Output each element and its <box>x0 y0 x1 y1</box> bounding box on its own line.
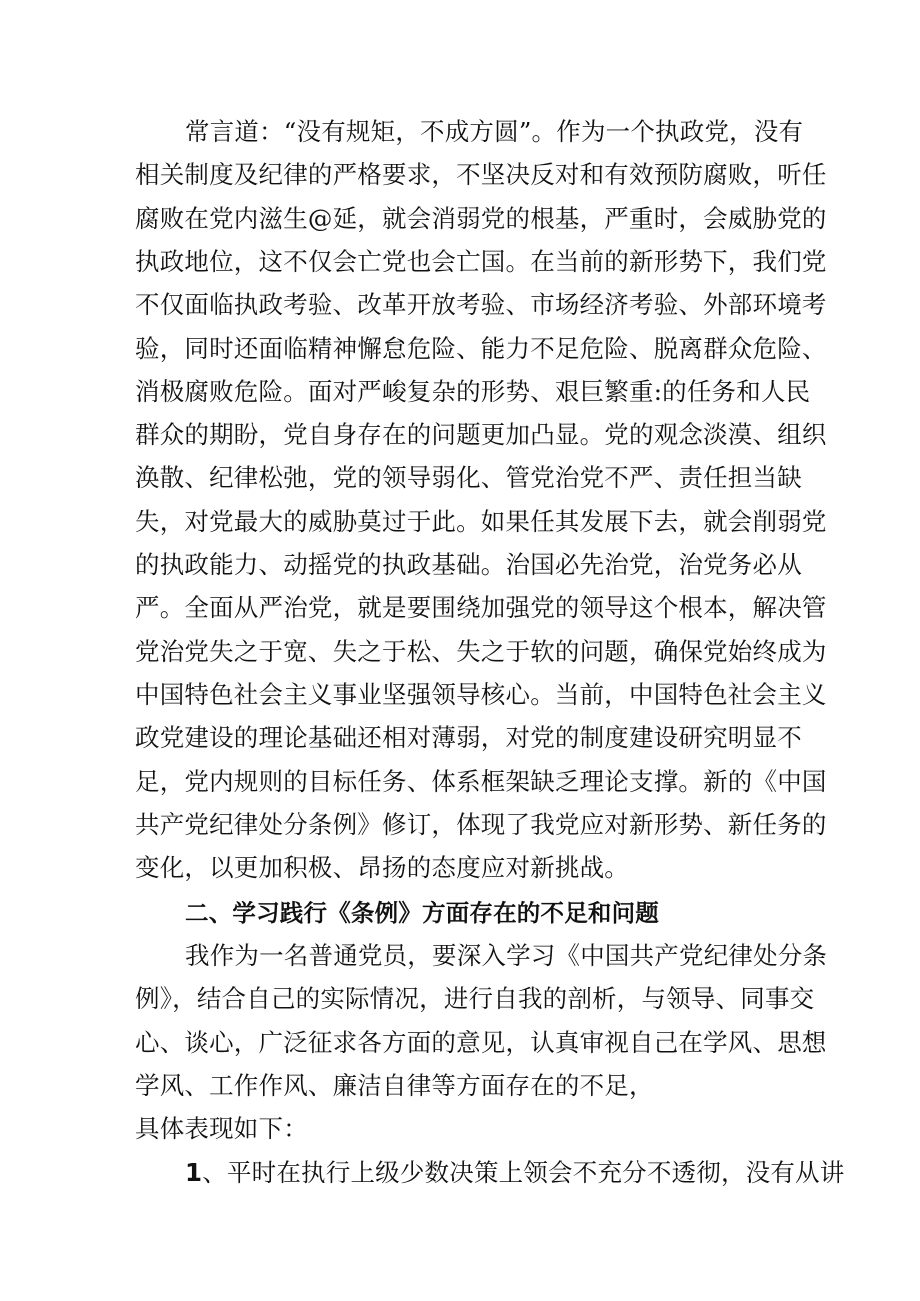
text-line: 政党建设的理论基础还相对薄弱，对党的制度建设研究明显不 <box>135 723 802 753</box>
text-line: 消极腐败危险。面对严峻复杂的形势、艰巨繁重:的任务和人民 <box>135 376 811 406</box>
text-line: 群众的期盼，党自身存在的问题更加凸显。党的观念淡漠、组织 <box>135 420 827 450</box>
text-line: 例》，结合自己的实际情况，进行自我的剖析，与领导、同事交 <box>135 984 815 1014</box>
text-line: 心、谈心，广泛征求各方面的意见，认真审视自己在学风、思想 <box>135 1027 827 1057</box>
text-line: 足，党内规则的目标任务、体系框架缺乏理论支撑。新的《中国 <box>135 766 827 796</box>
text-line: 变化，以更加积极、昂扬的态度应对新挑战。 <box>135 853 629 883</box>
text-line: 相关制度及纪律的严格要求，不坚决反对和有效预防腐败，听任 <box>135 160 827 190</box>
paragraph-3: 具体表现如下： <box>135 1114 308 1143</box>
text-line: 的执政能力、动摇党的执政基础。治国必先治党，治党务必从 <box>135 550 802 579</box>
text-line: 常言道：“没有规矩，不成方圆”。作为一个执政党，没有 <box>185 117 804 146</box>
text-line: 我作为一名普通党员，要深入学习《中国共产党纪律处分条 <box>185 941 828 970</box>
text-line: 不仅面临执政考验、改革开放考验、市场经济考验、外部环境考 <box>135 290 827 320</box>
text-line: 涣散、纪律松弛，党的领导弱化、管党治党不严、责任担当缺 <box>135 463 802 493</box>
text-line: 共产党纪律处分条例》修订，体现了我党应对新形势、新任务的 <box>135 809 827 839</box>
section-heading-2: 二、学习践行《条例》方面存在的不足和问题 <box>185 899 659 927</box>
text-line: 中国特色社会主义事业坚强领导核心。当前，中国特色社会主义 <box>135 679 827 709</box>
list-item-text: 、平时在执行上级少数决策上领会不充分不透彻，没有从讲 <box>202 1158 845 1187</box>
list-item-1 <box>185 1158 844 1188</box>
text-line: 验，同时还面临精神懈怠危险、能力不足危险、脱离群众危险、 <box>135 333 827 363</box>
text-line: 严。全面从严治党，就是要围绕加强党的领导这个根本，解决管 <box>135 593 827 623</box>
text-line: 腐败在党内滋生@延，就会消弱党的根基，严重时，会威胁党的 <box>135 203 827 233</box>
text-line: 党治党失之于宽、失之于松、失之于软的问题，确保党始终成为 <box>135 636 827 666</box>
text-line: 执政地位，这不仅会亡党也会亡国。在当前的新形势下，我们党 <box>135 246 827 276</box>
text-line: 失，对党最大的威胁莫过于此。如果任其发展下去，就会削弱党 <box>135 506 827 536</box>
text-line: 学风、工作作风、廉洁自律等方面存在的不足， <box>135 1070 654 1100</box>
list-item-number: 1 <box>185 1158 203 1187</box>
